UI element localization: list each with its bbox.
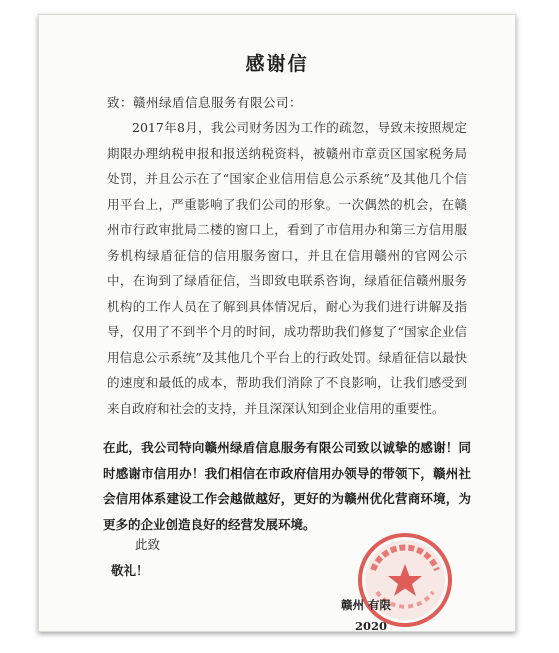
closing-text: 此致 [135,537,161,552]
thanks-paragraph: 在此，我公司特向赣州绿盾信息服务有限公司致以诚挚的感谢！同时感谢市信用办！我们相信在市政府信用办领导的带领下，赣州社会信用体系建设工作会越做越好，更好的为赣州优化营商环境，为更多的企业创造良好的经营发展环境。 [103,440,471,532]
letter-page [38,14,516,632]
letter-title: 感谢信 [245,53,309,75]
regards-text: 敬礼！ [111,563,149,578]
company-seal [355,530,455,630]
letter-salutation: 致：赣州绿盾信息服务有限公司： [107,95,303,110]
body-paragraph: 2017年8月，我公司财务因为工作的疏忽，导致未按照规定期限办理纳税申报和报送纳税资料，被赣州市章贡区国家税务局处罚，并且公示在了“国家企业信用信息公示系统”及其他几个信用平台上，严重影响了我们公司的形象。一次偶然的机会，在赣州市行政审批局二楼的窗口上，看到了市信用办和第三方信用服务机构绿盾征信的信用服务窗口，并且在信用赣州的官网公示中，在询到了绿盾征信，当即致电联系咨询，绿盾征信赣州服务机构的工作人员在了解到具体情况后，耐心为我们进行讲解及指导，仅用了不到半个月的时间，成功帮助我们修复了“国家企业信用信息公示系统”及其他几个平台上的行政处罚。绿盾征信以最快的速度和最低的成本，帮助我们消除了不良影响，让我们感受到来自政府和社会的支持，并且深深认知到企业信用的重要性。 [107,120,467,416]
letter-date: 2020 [355,619,388,632]
company-signature: 赣州 有限 [341,598,392,612]
